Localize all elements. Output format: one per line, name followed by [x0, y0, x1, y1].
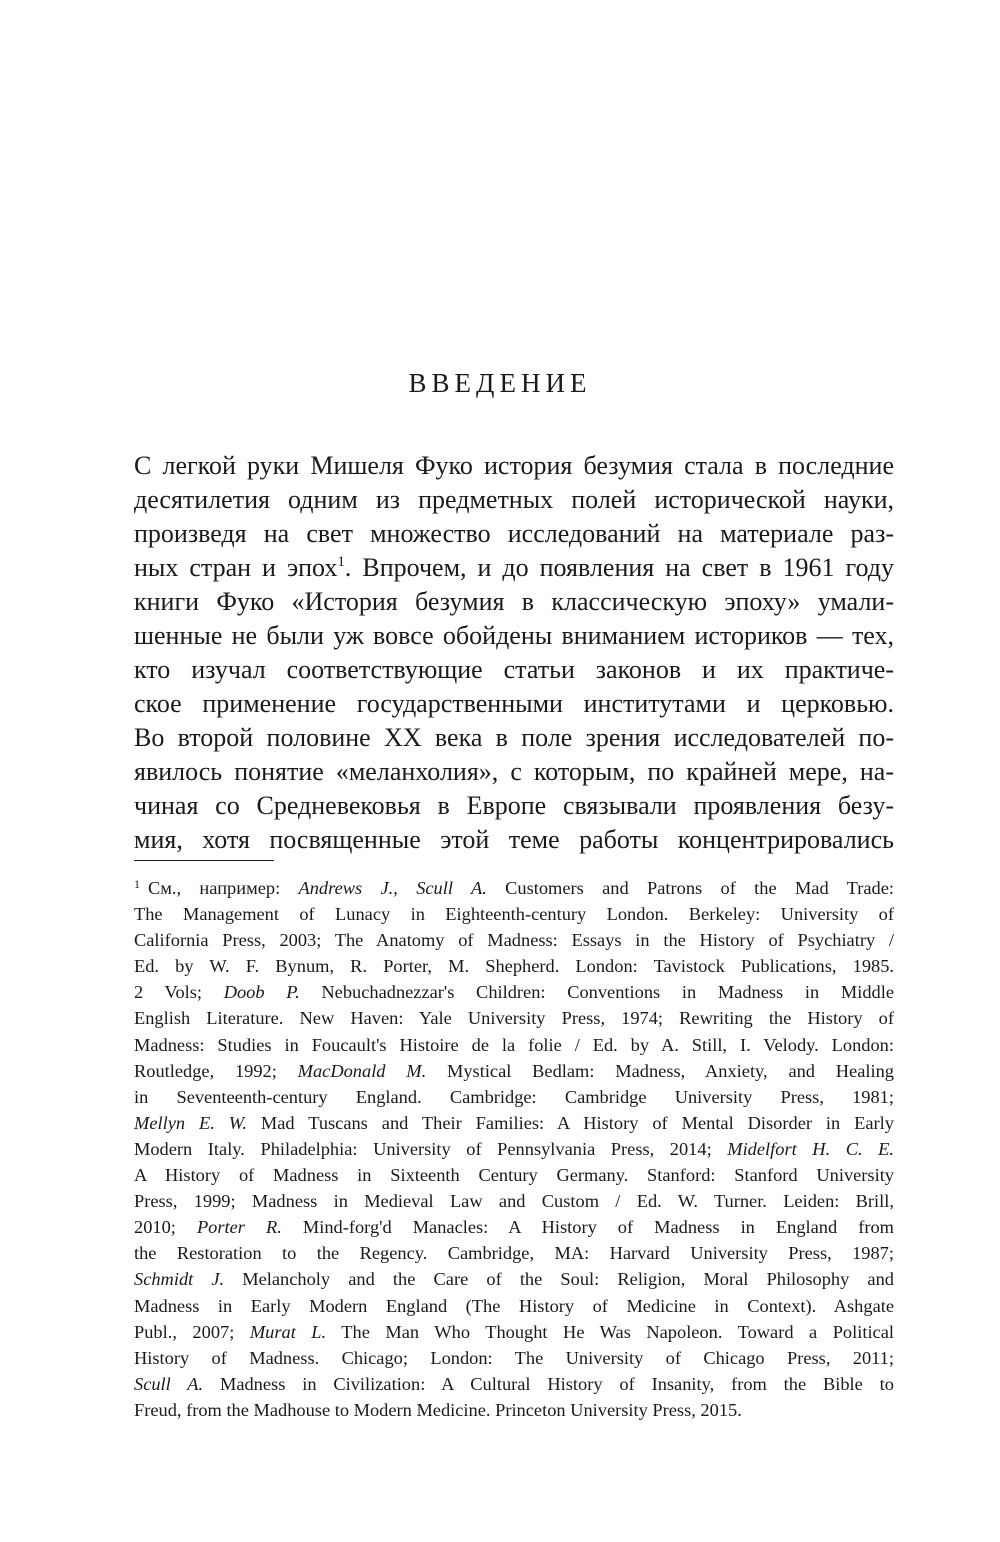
body-line-part: . Впрочем, и до появления на свет в 1961 году [344, 553, 894, 582]
footnote-text: The Man Who Thought He Was Napoleon. Toward a Political [326, 1321, 894, 1342]
footnote-text: Mystical Bedlam: Madness, Anxiety, and Healing [426, 1060, 894, 1081]
body-line: ское применение государственными институтами и церковью. [134, 689, 894, 718]
footnote-line [134, 1266, 894, 1292]
footnote-text: Modern Italy. Philadelphia: University of Pennsylvania Press, 2014; [134, 1138, 728, 1159]
footnote-text: Mind-forg'd Manacles: A History of Madness in England from [281, 1217, 894, 1238]
body-line-part: ных стран и эпох [134, 553, 338, 582]
body-line: книги Фуко «История безумия в классическую эпоху» умали- [134, 587, 894, 616]
footnote-author: Midelfort H. C. E. [727, 1138, 894, 1159]
body-line: Во второй половине XX века в поле зрения исследователей по- [134, 723, 894, 752]
footnote-text: Publ., 2007; [134, 1321, 250, 1342]
footnote-author: MacDonald M. [297, 1060, 427, 1081]
footnote-author: Doob P. [223, 982, 300, 1003]
body-line: мия, хотя посвященные этой теме работы концентрировались [134, 825, 894, 854]
footnote [134, 875, 894, 1423]
footnote-line [134, 875, 894, 901]
footnote-author: Schmidt J. [134, 1269, 225, 1290]
footnote-line [134, 1136, 894, 1162]
body-line-with-footnote-ref [134, 551, 894, 585]
footnote-line [134, 979, 894, 1005]
footnote-reference[interactable]: 1 [337, 554, 345, 570]
chapter-title: ВВЕДЕНИЕ [408, 368, 592, 398]
body-line: кто изучал соответствующие статьи законов и их практиче- [134, 655, 894, 684]
footnote-author: Mellyn E. W. [134, 1112, 247, 1133]
footnote-line: in Seventeenth-century England. Cambridge: Cambridge University Press, 1981; [134, 1086, 894, 1107]
footnote-text: Nebuchadnezzar's Children: Conventions in Madness in Middle [299, 982, 894, 1003]
footnote-line: English Literature. New Haven: Yale University Press, 1974; Rewriting the History of [134, 1008, 894, 1029]
footnote-line [134, 1058, 894, 1084]
footnote-text: Madness in Civilization: A Cultural History of Insanity, from the Bible to [203, 1373, 894, 1394]
footnote-line [134, 1319, 894, 1345]
footnote-line: Madness: Studies in Foucault's Histoire de la folie / Ed. by A. Still, I. Velody. London: [134, 1034, 894, 1055]
footnote-line: Press, 1999; Madness in Medieval Law and Custom / Ed. W. Turner. Leiden: Brill, [134, 1191, 894, 1212]
footnote-author: Andrews J., Scull A. [298, 878, 487, 898]
footnote-line [134, 1371, 894, 1397]
footnote-author: Porter R. [196, 1217, 282, 1238]
footnote-line [134, 1214, 894, 1240]
footnote-line: History of Madness. Chicago; London: The University of Chicago Press, 2011; [134, 1347, 894, 1368]
body-line: явилось понятие «меланхолия», с которым, по крайней мере, на- [134, 757, 894, 786]
body-line: чиная со Средневековья в Европе связывали проявления безу- [134, 791, 894, 820]
footnote-text: Melancholy and the Care of the Soul: Religion, Moral Philosophy and [224, 1269, 894, 1290]
footnote-mark: 1 [134, 877, 140, 891]
body-line: десятилетия одним из предметных полей исторической науки, [134, 485, 894, 514]
footnote-text: Routledge, 1992; [134, 1060, 298, 1081]
body-line: С легкой руки Мишеля Фуко история безумия стала в последние [134, 451, 894, 480]
footnote-line: Freud, from the Madhouse to Modern Medicine. Princeton University Press, 2015. [134, 1399, 742, 1420]
footnote-text: Customers and Patrons of the Mad Trade: [486, 878, 894, 898]
main-text [134, 449, 894, 857]
footnote-line: the Restoration to the Regency. Cambridge, MA: Harvard University Press, 1987; [134, 1243, 894, 1264]
footnote-line [134, 1110, 894, 1136]
footnote-text: 2010; [134, 1217, 197, 1238]
footnote-text: 2 Vols; [134, 982, 224, 1003]
body-line: шенные не были уж вовсе обойдены вниманием историков — тех, [134, 621, 894, 650]
footnote-line: Madness in Early Modern England (The History of Medicine in Context). Ashgate [134, 1295, 894, 1316]
footnote-separator [134, 860, 274, 861]
footnote-author: Murat L. [249, 1321, 327, 1342]
body-line: произведя на свет множество исследований на материале раз- [134, 519, 894, 548]
footnote-line: The Management of Lunacy in Eighteenth-century London. Berkeley: University of [134, 904, 894, 925]
footnote-text: См., например: [148, 878, 299, 898]
footnote-text: Mad Tuscans and Their Families: A History of Mental Disorder in Early [246, 1112, 894, 1133]
footnote-line: California Press, 2003; The Anatomy of Madness: Essays in the History of Psychiatry / [134, 930, 894, 951]
footnote-line: Ed. by W. F. Bynum, R. Porter, M. Shepherd. London: Tavistock Publications, 1985. [134, 956, 894, 977]
footnote-author: Scull A. [134, 1373, 204, 1394]
footnote-line: A History of Madness in Sixteenth Century Germany. Stanford: Stanford University [134, 1165, 894, 1186]
